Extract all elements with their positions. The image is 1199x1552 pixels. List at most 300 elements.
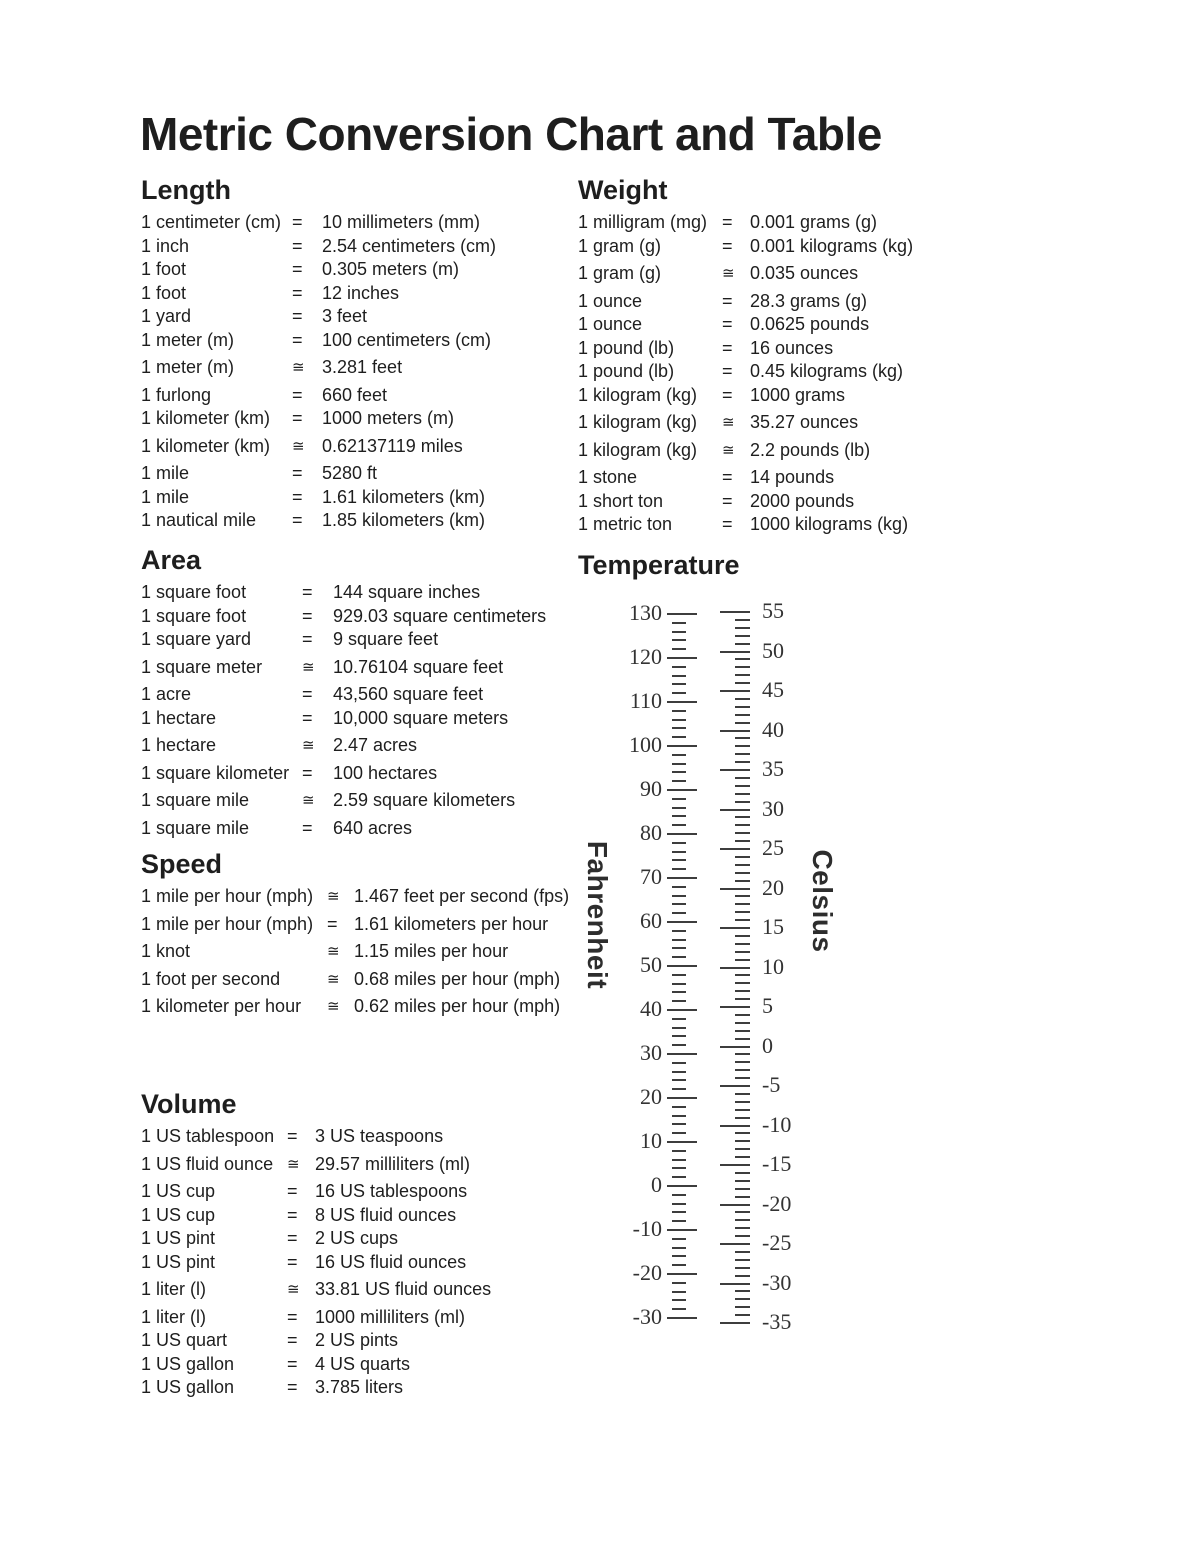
major-tick [720, 1322, 750, 1324]
celsius-value: -10 [762, 1111, 792, 1137]
converted-value: 14 pounds [750, 467, 835, 487]
relation-symbol: ≅ [327, 998, 340, 1015]
speed-table [141, 885, 601, 1019]
minor-tick [672, 939, 686, 941]
section-speed [141, 850, 601, 1023]
unit-name: 1 mile per hour (mph) [141, 886, 314, 906]
minor-tick [672, 1000, 686, 1002]
relation-symbol: = [302, 582, 313, 602]
converted-value: 1.467 feet per second (fps) [354, 886, 570, 906]
minor-tick [672, 1027, 686, 1029]
minor-tick [672, 824, 686, 826]
converted-value: 3.281 feet [322, 357, 403, 377]
length-table [141, 211, 586, 533]
minor-tick [672, 1088, 686, 1090]
conversion-row [141, 1153, 586, 1177]
converted-value: 1.85 kilometers (km) [322, 510, 486, 530]
relation-symbol: = [722, 361, 733, 381]
major-tick [720, 1006, 750, 1008]
conversion-row [141, 1306, 586, 1330]
relation-symbol: = [327, 913, 338, 934]
unit-name: 1 gram (g) [578, 235, 662, 256]
conversion-row [141, 1353, 586, 1377]
minor-tick [672, 1220, 686, 1222]
minor-tick [672, 1203, 686, 1205]
unit-name: 1 kilometer (km) [141, 435, 271, 456]
converted-value: 2.59 square kilometers [333, 790, 516, 810]
minor-tick [735, 974, 750, 976]
minor-tick [672, 771, 686, 773]
minor-tick [735, 903, 750, 905]
relation-symbol: = [292, 463, 303, 483]
unit-name: 1 foot [141, 259, 187, 279]
unit-name: 1 liter (l) [141, 1279, 207, 1299]
area-heading: Area [141, 545, 202, 575]
converted-value: 660 feet [322, 384, 388, 405]
conversion-row [141, 995, 601, 1019]
minor-tick [735, 801, 750, 803]
unit-name: 1 US cup [141, 1204, 216, 1225]
unit-name: 1 US gallon [141, 1377, 235, 1397]
major-tick [720, 848, 750, 850]
major-tick [667, 1097, 697, 1099]
fahrenheit-value: 40 [640, 996, 662, 1021]
minor-tick [672, 895, 686, 897]
minor-tick [735, 856, 750, 858]
relation-symbol: = [292, 510, 303, 530]
volume-table [141, 1125, 586, 1400]
minor-tick [672, 991, 686, 993]
conversion-row [141, 1227, 586, 1251]
unit-name: 1 kilogram (kg) [578, 439, 698, 460]
minor-tick [735, 785, 750, 787]
minor-tick [735, 1022, 750, 1024]
unit-name: 1 foot per second [141, 968, 281, 989]
minor-tick [735, 1117, 750, 1119]
converted-value: 10.76104 square feet [333, 656, 504, 677]
conversion-row [141, 734, 596, 758]
minor-tick [672, 1238, 686, 1240]
conversion-row [141, 1376, 586, 1400]
minor-tick [735, 706, 750, 708]
minor-tick [672, 727, 686, 729]
conversion-row [141, 1180, 586, 1204]
conversion-row [141, 462, 586, 486]
minor-tick [735, 935, 750, 937]
conversion-row [578, 360, 1048, 384]
converted-value: 0.68 miles per hour (mph) [354, 968, 561, 989]
converted-value: 28.3 grams (g) [750, 290, 868, 311]
conversion-row [141, 707, 596, 731]
converted-value: 0.45 kilograms (kg) [750, 361, 904, 381]
converted-value: 2.47 acres [333, 735, 418, 755]
converted-value: 0.305 meters (m) [322, 259, 460, 279]
minor-tick [735, 1211, 750, 1213]
major-tick [720, 690, 750, 692]
conversion-row [141, 940, 601, 964]
minor-tick [672, 1071, 686, 1073]
unit-name: 1 furlong [141, 384, 212, 405]
unit-name: 1 nautical mile [141, 510, 257, 530]
minor-tick [735, 619, 750, 621]
minor-tick [672, 1132, 686, 1134]
minor-tick [735, 1014, 750, 1016]
celsius-value: 10 [762, 953, 784, 979]
fahrenheit-value: -30 [632, 1304, 662, 1329]
relation-symbol: ≅ [292, 437, 305, 455]
conversion-row [141, 235, 586, 259]
conversion-row [141, 282, 586, 306]
converted-value: 1000 milliliters (ml) [315, 1306, 466, 1327]
minor-tick [672, 1291, 686, 1293]
converted-value: 29.57 milliliters (ml) [315, 1153, 471, 1174]
converted-value: 1.61 kilometers (km) [322, 486, 486, 507]
section-weight [578, 176, 1048, 537]
minor-tick [672, 1018, 686, 1020]
minor-tick [672, 859, 686, 861]
fahrenheit-value: 80 [640, 820, 662, 845]
relation-symbol: = [292, 306, 303, 326]
minor-tick [672, 1106, 686, 1108]
minor-tick [672, 639, 686, 641]
unit-name: 1 short ton [578, 490, 664, 511]
fahrenheit-value: 20 [640, 1084, 662, 1109]
relation-symbol: ≅ [327, 943, 340, 960]
minor-tick [672, 1044, 686, 1046]
unit-name: 1 pound (lb) [578, 337, 675, 358]
minor-tick [735, 1172, 750, 1174]
minor-tick [672, 868, 686, 870]
relation-symbol: = [292, 235, 303, 256]
minor-tick [735, 1053, 750, 1055]
minor-tick [735, 737, 750, 739]
conversion-row [141, 817, 596, 841]
minor-tick [735, 911, 750, 913]
celsius-value: -20 [762, 1190, 792, 1216]
conversion-row [141, 1125, 586, 1149]
unit-name: 1 stone [578, 467, 638, 487]
unit-name: 1 square mile [141, 817, 250, 838]
conversion-row [141, 581, 596, 605]
relation-symbol: = [287, 1228, 298, 1248]
converted-value: 1000 meters (m) [322, 408, 455, 428]
converted-value: 0.001 grams (g) [750, 212, 878, 232]
fahrenheit-axis-label: Fahrenheit [582, 840, 613, 990]
relation-symbol: ≅ [302, 658, 315, 676]
major-tick [720, 651, 750, 653]
conversion-row [578, 384, 1048, 408]
minor-tick [672, 983, 686, 985]
minor-tick [672, 692, 686, 694]
minor-tick [735, 1267, 750, 1269]
relation-symbol: ≅ [327, 970, 340, 988]
conversion-row [141, 683, 596, 707]
minor-tick [672, 1247, 686, 1249]
minor-tick [672, 763, 686, 765]
major-tick [667, 921, 697, 923]
conversion-row [141, 435, 586, 459]
major-tick [667, 789, 697, 791]
minor-tick [735, 864, 750, 866]
major-tick [667, 1141, 697, 1143]
volume-heading: Volume [141, 1089, 237, 1119]
minor-tick [735, 816, 750, 818]
celsius-value: 5 [762, 993, 773, 1018]
unit-name: 1 square yard [141, 629, 252, 649]
major-tick [667, 1317, 697, 1319]
conversion-row [141, 628, 596, 652]
major-tick [667, 1053, 697, 1055]
converted-value: 1.15 miles per hour [354, 941, 509, 961]
conversion-row [578, 466, 1048, 490]
minor-tick [735, 1188, 750, 1190]
conversion-row [141, 407, 586, 431]
minor-tick [735, 745, 750, 747]
major-tick [720, 769, 750, 771]
minor-tick [672, 780, 686, 782]
celsius-value: 50 [762, 637, 784, 663]
converted-value: 5280 ft [322, 463, 378, 483]
minor-tick [735, 1140, 750, 1142]
conversion-row [141, 211, 586, 235]
converted-value: 0.62 miles per hour (mph) [354, 996, 561, 1016]
relation-symbol: = [722, 235, 733, 256]
relation-symbol: = [302, 707, 313, 728]
converted-value: 2000 pounds [750, 490, 855, 511]
minor-tick [735, 793, 750, 795]
unit-name: 1 milligram (mg) [578, 212, 708, 232]
conversion-row [578, 211, 1048, 235]
converted-value: 1000 kilograms (kg) [750, 514, 909, 534]
converted-value: 3 feet [322, 306, 368, 326]
major-tick [720, 1164, 750, 1166]
minor-tick [672, 622, 686, 624]
major-tick [667, 1273, 697, 1275]
fahrenheit-value: -20 [632, 1260, 662, 1285]
area-table [141, 581, 596, 840]
converted-value: 16 US tablespoons [315, 1181, 468, 1201]
speed-heading: Speed [141, 849, 223, 879]
minor-tick [735, 1251, 750, 1253]
fahrenheit-value: 70 [640, 864, 662, 889]
minor-tick [672, 947, 686, 949]
unit-name: 1 kilogram (kg) [578, 412, 698, 432]
minor-tick [672, 1150, 686, 1152]
conversion-row [141, 356, 586, 380]
relation-symbol: = [722, 514, 733, 534]
converted-value: 35.27 ounces [750, 412, 859, 432]
conversion-row [141, 1251, 586, 1275]
celsius-value: -35 [762, 1309, 792, 1334]
conversion-row [141, 605, 596, 629]
fahrenheit-value: 0 [651, 1172, 662, 1197]
converted-value: 144 square inches [333, 582, 481, 602]
minor-tick [735, 627, 750, 629]
fahrenheit-value: 10 [640, 1128, 662, 1153]
relation-symbol: ≅ [722, 414, 735, 431]
section-temperature [578, 551, 1048, 586]
converted-value: 640 acres [333, 817, 413, 838]
converted-value: 0.001 kilograms (kg) [750, 235, 914, 256]
relation-symbol: = [722, 490, 733, 511]
minor-tick [672, 798, 686, 800]
unit-name: 1 knot [141, 941, 191, 961]
minor-tick [735, 777, 750, 779]
converted-value: 3.785 liters [315, 1377, 404, 1397]
unit-name: 1 US fluid ounce [141, 1153, 274, 1174]
converted-value: 43,560 square feet [333, 684, 484, 704]
minor-tick [735, 1109, 750, 1111]
conversion-row [141, 1278, 586, 1302]
minor-tick [735, 959, 750, 961]
conversion-row [141, 968, 601, 992]
major-tick [720, 1125, 750, 1127]
minor-tick [672, 956, 686, 958]
converted-value: 10 millimeters (mm) [322, 212, 481, 232]
minor-tick [735, 824, 750, 826]
minor-tick [735, 840, 750, 842]
unit-name: 1 gram (g) [578, 263, 662, 283]
minor-tick [735, 658, 750, 660]
minor-tick [672, 710, 686, 712]
unit-name: 1 mile per hour (mph) [141, 913, 314, 934]
relation-symbol: = [722, 337, 733, 358]
weight-table [578, 211, 1048, 537]
minor-tick [672, 807, 686, 809]
minor-tick [735, 919, 750, 921]
relation-symbol: = [302, 762, 313, 783]
unit-name: 1 square foot [141, 582, 247, 602]
celsius-value: 30 [762, 795, 784, 821]
minor-tick [672, 675, 686, 677]
unit-name: 1 US tablespoon [141, 1126, 275, 1146]
converted-value: 1.61 kilometers per hour [354, 913, 549, 934]
minor-tick [672, 719, 686, 721]
fahrenheit-value: 50 [640, 952, 662, 977]
relation-symbol: ≅ [287, 1155, 300, 1173]
minor-tick [735, 753, 750, 755]
major-tick [720, 927, 750, 929]
celsius-value: -5 [762, 1072, 781, 1097]
minor-tick [672, 1299, 686, 1301]
unit-name: 1 US gallon [141, 1353, 235, 1374]
major-tick [720, 888, 750, 890]
conversion-row [578, 235, 1048, 259]
minor-tick [735, 832, 750, 834]
minor-tick [672, 1264, 686, 1266]
major-tick [720, 809, 750, 811]
minor-tick [672, 903, 686, 905]
conversion-row [578, 439, 1048, 463]
unit-name: 1 meter (m) [141, 329, 235, 350]
minor-tick [735, 895, 750, 897]
fahrenheit-value: 120 [629, 644, 662, 669]
relation-symbol: = [292, 282, 303, 303]
celsius-value: 0 [762, 1032, 773, 1058]
minor-tick [735, 1156, 750, 1158]
minor-tick [735, 1298, 750, 1300]
relation-symbol: = [287, 1353, 298, 1374]
minor-tick [735, 1061, 750, 1063]
conversion-row [578, 490, 1048, 514]
relation-symbol: = [287, 1126, 298, 1146]
converted-value: 16 ounces [750, 337, 834, 358]
minor-tick [735, 1101, 750, 1103]
conversion-row [141, 509, 586, 533]
fahrenheit-value: 130 [629, 600, 662, 625]
temperature-heading: Temperature [578, 550, 740, 580]
unit-name: 1 ounce [578, 290, 643, 311]
unit-name: 1 pound (lb) [578, 361, 675, 381]
converted-value: 0.035 ounces [750, 263, 859, 283]
celsius-value: 25 [762, 835, 784, 860]
minor-tick [735, 674, 750, 676]
unit-name: 1 US cup [141, 1181, 216, 1201]
relation-symbol: = [287, 1330, 298, 1350]
minor-tick [735, 698, 750, 700]
unit-name: 1 kilometer per hour [141, 996, 302, 1016]
fahrenheit-value: -10 [632, 1216, 662, 1241]
fahrenheit-value: 90 [640, 776, 662, 801]
major-tick [720, 1085, 750, 1087]
celsius-value: -25 [762, 1230, 792, 1255]
celsius-value: -30 [762, 1269, 792, 1295]
minor-tick [735, 1077, 750, 1079]
minor-tick [735, 998, 750, 1000]
conversion-row [141, 762, 596, 786]
relation-symbol: = [292, 486, 303, 507]
minor-tick [735, 1030, 750, 1032]
relation-symbol: ≅ [302, 737, 315, 754]
celsius-value: 40 [762, 716, 784, 742]
minor-tick [672, 815, 686, 817]
unit-name: 1 square mile [141, 790, 250, 810]
converted-value: 9 square feet [333, 629, 439, 649]
major-tick [667, 833, 697, 835]
fahrenheit-value: 100 [629, 732, 662, 757]
converted-value: 0.0625 pounds [750, 314, 870, 334]
converted-value: 0.62137119 miles [322, 435, 463, 456]
major-tick [720, 967, 750, 969]
minor-tick [735, 1306, 750, 1308]
unit-name: 1 square meter [141, 656, 263, 677]
minor-tick [672, 1123, 686, 1125]
minor-tick [735, 1093, 750, 1095]
major-tick [720, 730, 750, 732]
converted-value: 33.81 US fluid ounces [315, 1279, 492, 1299]
minor-tick [672, 974, 686, 976]
conversion-row [578, 411, 1048, 435]
celsius-value: 20 [762, 874, 784, 900]
minor-tick [672, 930, 686, 932]
minor-tick [735, 682, 750, 684]
converted-value: 4 US quarts [315, 1353, 411, 1374]
conversion-row [141, 1329, 586, 1353]
conversion-row [578, 290, 1048, 314]
minor-tick [672, 1211, 686, 1213]
conversion-row [141, 329, 586, 353]
relation-symbol: = [722, 212, 733, 232]
converted-value: 100 hectares [333, 762, 438, 783]
unit-name: 1 meter (m) [141, 357, 235, 377]
minor-tick [735, 1196, 750, 1198]
relation-symbol: = [302, 817, 313, 838]
conversion-row [578, 262, 1048, 286]
fahrenheit-value: 30 [640, 1040, 662, 1065]
minor-tick [735, 761, 750, 763]
minor-tick [672, 912, 686, 914]
section-volume [141, 1090, 586, 1400]
